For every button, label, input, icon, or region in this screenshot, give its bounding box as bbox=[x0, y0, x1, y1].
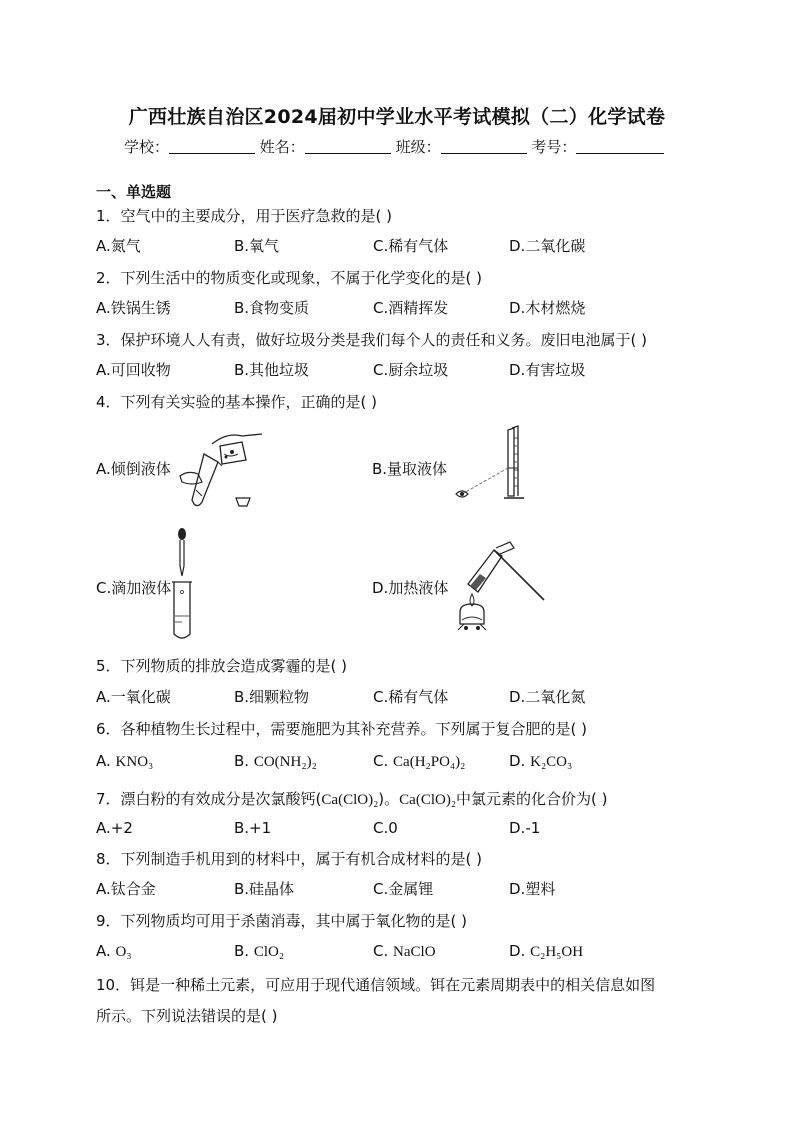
dropper-figure bbox=[164, 526, 200, 642]
option-d[interactable]: D.二氧化碳 bbox=[509, 237, 586, 255]
option-c[interactable] bbox=[373, 752, 465, 771]
question-6-options bbox=[96, 752, 716, 774]
exam-no-blank[interactable] bbox=[576, 139, 664, 154]
question-7-text: 7．漂白粉的有效成分是次氯酸钙( bbox=[96, 790, 322, 808]
question-7 bbox=[96, 788, 608, 809]
question-6: 6．各种植物生长过程中，需要施肥为其补充营养。下列属于复合肥的是( ) bbox=[96, 720, 588, 738]
class-blank[interactable] bbox=[441, 139, 527, 154]
option-d[interactable]: D.木材燃烧 bbox=[509, 299, 586, 317]
exam-no-label: 考号： bbox=[531, 138, 577, 156]
name-label: 姓名： bbox=[259, 138, 305, 156]
question-7-text: 中氯元素的化合价为( ) bbox=[456, 790, 608, 808]
formula-kno3: KNO₃ bbox=[115, 754, 154, 770]
pouring-liquid-figure bbox=[172, 424, 272, 514]
question-10-line-1: 10．铒是一种稀土元素，可应用于现代通信领域。铒在元素周期表中的相关信息如图 bbox=[96, 976, 656, 994]
option-c[interactable]: C.金属锂 bbox=[373, 880, 434, 898]
question-7-text: )。 bbox=[378, 790, 400, 808]
option-a[interactable] bbox=[96, 752, 153, 771]
option-a[interactable]: A.氮气 bbox=[96, 237, 141, 255]
question-3-options bbox=[96, 359, 716, 381]
option-a[interactable]: A.可回收物 bbox=[96, 361, 171, 379]
question-8: 8．下列制造手机用到的材料中，属于有机合成材料的是( ) bbox=[96, 850, 483, 868]
student-info-line bbox=[124, 136, 664, 157]
heating-liquid-figure bbox=[450, 540, 550, 632]
option-letter: D. bbox=[509, 942, 526, 960]
option-c[interactable]: C.厨余垃圾 bbox=[373, 361, 449, 379]
option-a[interactable]: A.一氧化碳 bbox=[96, 688, 171, 706]
name-blank[interactable] bbox=[305, 139, 391, 154]
school-label: 学校： bbox=[124, 138, 170, 156]
option-b[interactable]: B.量取液体 bbox=[372, 460, 448, 478]
option-b[interactable]: B.食物变质 bbox=[234, 299, 310, 317]
option-b[interactable]: B.其他垃圾 bbox=[234, 361, 310, 379]
option-b[interactable]: B.氧气 bbox=[234, 237, 280, 255]
option-letter: A. bbox=[96, 942, 111, 960]
option-c[interactable]: C.酒精挥发 bbox=[373, 299, 449, 317]
question-9: 9．下列物质均可用于杀菌消毒，其中属于氧化物的是( ) bbox=[96, 912, 468, 930]
option-letter: D. bbox=[509, 752, 526, 770]
formula-ozone: O₃ bbox=[115, 944, 132, 960]
class-label: 班级： bbox=[395, 138, 441, 156]
option-d[interactable] bbox=[509, 752, 572, 771]
formula-calcium-hypochlorite: Ca(ClO)₂ bbox=[399, 792, 457, 808]
option-letter: B. bbox=[234, 752, 250, 770]
question-4: 4．下列有关实验的基本操作，正确的是( ) bbox=[96, 393, 378, 411]
option-d[interactable] bbox=[509, 942, 583, 961]
option-a[interactable]: A.铁锅生锈 bbox=[96, 299, 171, 317]
formula-chlorine-dioxide: ClO₂ bbox=[253, 944, 285, 960]
option-letter: C. bbox=[373, 752, 389, 770]
option-c[interactable]: C.稀有气体 bbox=[373, 688, 449, 706]
option-letter: B. bbox=[234, 942, 250, 960]
option-b[interactable]: B.细颗粒物 bbox=[234, 688, 310, 706]
formula-k2co3: K₂CO₃ bbox=[530, 754, 573, 770]
option-a[interactable]: A.倾倒液体 bbox=[96, 460, 171, 478]
option-d[interactable]: D.-1 bbox=[509, 819, 541, 837]
school-blank[interactable] bbox=[169, 139, 255, 154]
formula-calcium-hypochlorite: Ca(ClO)₂ bbox=[321, 792, 379, 808]
question-9-options bbox=[96, 942, 716, 964]
option-c[interactable]: C.稀有气体 bbox=[373, 237, 449, 255]
question-1: 1．空气中的主要成分，用于医疗急救的是( ) bbox=[96, 207, 393, 225]
option-a[interactable]: A.钛合金 bbox=[96, 880, 156, 898]
option-b[interactable]: B.硅晶体 bbox=[234, 880, 295, 898]
question-5-options bbox=[96, 686, 716, 708]
option-d[interactable]: D.塑料 bbox=[509, 880, 556, 898]
formula-calcium-dihydrogen-phosphate: Ca(H₂PO₄)₂ bbox=[393, 754, 466, 770]
measuring-cylinder-figure bbox=[452, 424, 552, 506]
formula-ethanol: C₂H₅OH bbox=[530, 944, 584, 960]
question-8-options bbox=[96, 878, 716, 900]
option-d[interactable]: D.加热液体 bbox=[372, 579, 449, 597]
option-d[interactable]: D.二氧化氮 bbox=[509, 688, 586, 706]
question-2-options bbox=[96, 297, 716, 319]
formula-urea: CO(NH₂)₂ bbox=[253, 754, 317, 770]
question-5: 5．下列物质的排放会造成雾霾的是( ) bbox=[96, 657, 348, 675]
option-c[interactable] bbox=[373, 942, 436, 961]
question-7-options bbox=[96, 819, 716, 841]
question-1-options bbox=[96, 235, 716, 257]
question-2: 2．下列生活中的物质变化或现象，不属于化学变化的是( ) bbox=[96, 269, 483, 287]
option-b[interactable]: B.+1 bbox=[234, 819, 272, 837]
question-10-line-2: 所示。下列说法错误的是( ) bbox=[96, 1007, 278, 1025]
option-letter: C. bbox=[373, 942, 389, 960]
page-title: 广西壮族自治区2024届初中学业水平考试模拟（二）化学试卷 bbox=[128, 106, 666, 128]
option-a[interactable]: A.+2 bbox=[96, 819, 133, 837]
section-title: 一、单选题 bbox=[96, 183, 172, 201]
question-3: 3．保护环境人人有责，做好垃圾分类是我们每个人的责任和义务。废旧电池属于( ) bbox=[96, 331, 648, 349]
option-a[interactable] bbox=[96, 942, 132, 961]
option-b[interactable] bbox=[234, 752, 317, 771]
option-b[interactable] bbox=[234, 942, 284, 961]
option-c[interactable]: C.0 bbox=[373, 819, 398, 837]
formula-sodium-hypochlorite: NaClO bbox=[393, 944, 436, 960]
option-letter: A. bbox=[96, 752, 111, 770]
option-c[interactable]: C.滴加液体 bbox=[96, 579, 172, 597]
option-d[interactable]: D.有害垃圾 bbox=[509, 361, 586, 379]
